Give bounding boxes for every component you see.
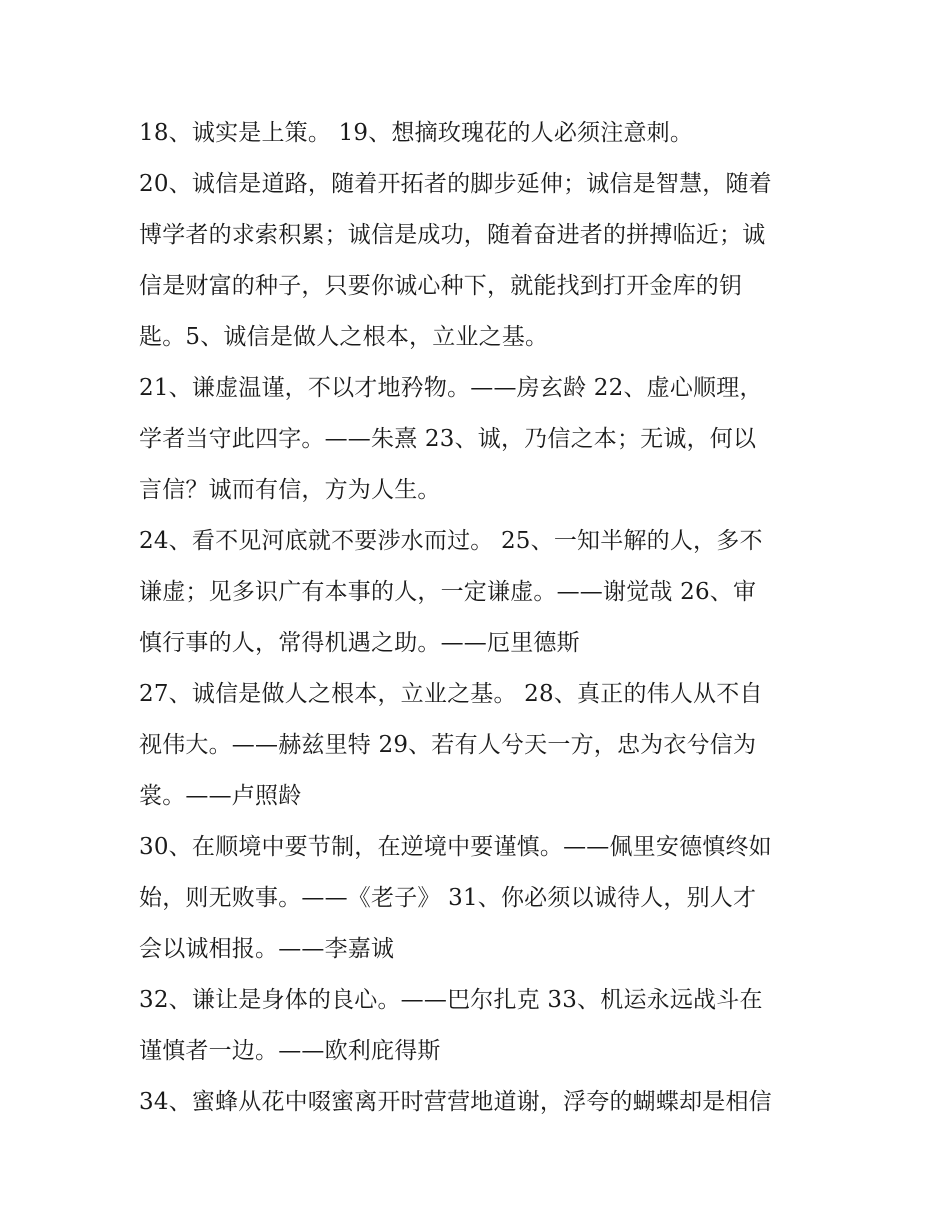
text-line: 慎行事的人，常得机遇之助。——厄里德斯 <box>139 630 580 656</box>
text-line: 30、在顺境中要节制，在逆境中要谨慎。——佩里安德慎终如 <box>139 834 772 860</box>
text-line: 34、蜜蜂从花中啜蜜离开时营营地道谢，浮夸的蝴蝶却是相信 <box>139 1089 772 1115</box>
text-line: 21、谦虚温谨，不以才地矜物。——房玄龄 22、虚心顺理， <box>139 375 763 401</box>
text-line: 20、诚信是道路，随着开拓者的脚步延伸；诚信是智慧，随着 <box>139 171 772 197</box>
text-line: 24、看不见河底就不要涉水而过。 25、一知半解的人，多不 <box>139 528 763 554</box>
text-line: 谨慎者一边。——欧利庇得斯 <box>139 1038 441 1064</box>
text-line: 裳。——卢照龄 <box>139 783 302 809</box>
text-line: 18、诚实是上策。 19、想摘玫瑰花的人必须注意刺。 <box>139 120 694 146</box>
document-body <box>139 108 829 1128</box>
text-line: 会以诚相报。——李嘉诚 <box>139 936 395 962</box>
text-line: 始，则无败事。——《老子》 31、你必须以诚待人，别人才 <box>139 885 757 911</box>
text-line: 视伟大。——赫兹里特 29、若有人兮天一方，忠为衣兮信为 <box>139 732 757 758</box>
text-line: 32、谦让是身体的良心。——巴尔扎克 33、机运永远战斗在 <box>139 987 763 1013</box>
text-line: 信是财富的种子，只要你诚心种下，就能找到打开金库的钥 <box>139 273 743 299</box>
text-line: 学者当守此四字。——朱熹 23、诚，乃信之本；无诚，何以 <box>139 426 757 452</box>
text-line: 谦虚；见多识广有本事的人，一定谦虚。——谢觉哉 26、审 <box>139 579 757 605</box>
text-line: 言信？诚而有信，方为人生。 <box>139 477 441 503</box>
text-line: 匙。5、诚信是做人之根本，立业之基。 <box>139 324 549 350</box>
text-line: 博学者的求索积累；诚信是成功，随着奋进者的拼搏临近；诚 <box>139 222 766 248</box>
text-line: 27、诚信是做人之根本，立业之基。 28、真正的伟人从不自 <box>139 681 763 707</box>
